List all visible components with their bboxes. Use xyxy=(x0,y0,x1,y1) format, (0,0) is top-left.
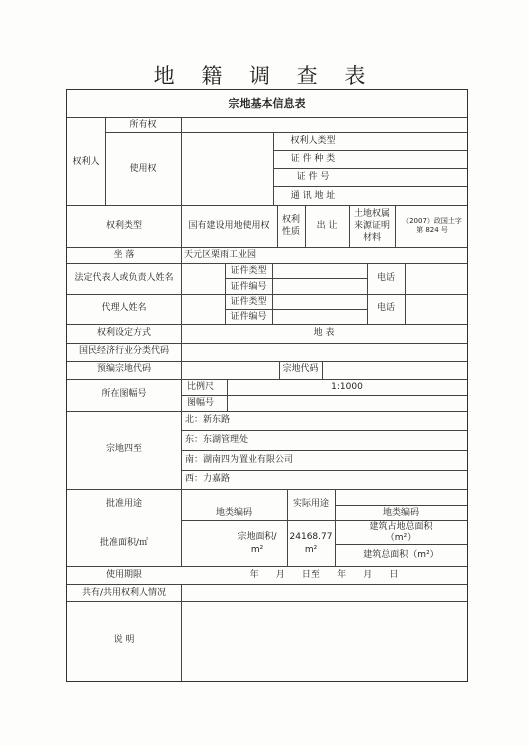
right-nature-value: 出 让 xyxy=(316,221,338,231)
parcel-area-value-unit: m² xyxy=(304,545,318,555)
divider xyxy=(322,361,323,379)
divider xyxy=(181,450,467,451)
divider xyxy=(105,132,467,133)
divider xyxy=(181,395,467,396)
owner-label: 权利人 xyxy=(72,157,100,167)
total-floor-area-label: 建筑总面积（m²） xyxy=(363,550,439,560)
divider xyxy=(273,186,467,187)
document-title: 地 籍 调 查 表 xyxy=(153,64,376,88)
divider xyxy=(181,584,182,681)
sheet-no-label: 图幅号 xyxy=(187,398,215,408)
divider xyxy=(67,294,467,295)
parcel-area-label: 宗地面积/ xyxy=(237,532,277,542)
divider xyxy=(67,343,467,344)
footprint-area-label: 建筑占地总面积 xyxy=(369,522,433,532)
term-label: 使用期限 xyxy=(105,570,142,580)
land-class-code-2: 地类编码 xyxy=(382,508,419,518)
divider xyxy=(67,566,467,567)
right-type-label: 权利类型 xyxy=(105,221,142,231)
divider xyxy=(181,117,182,566)
note-label: 说 明 xyxy=(113,635,135,645)
divider xyxy=(67,263,467,264)
agent-label: 代理人姓名 xyxy=(101,303,147,313)
land-source-value: （2007）政国土字第 824 号 xyxy=(402,217,462,234)
right-nature-label: 权利性质 xyxy=(281,215,300,237)
location-value: 天元区栗雨工业园 xyxy=(184,250,257,260)
boundary-label: 宗地四至 xyxy=(105,444,142,454)
approved-area-label: 批准面积/㎡ xyxy=(99,538,149,548)
location-label: 坐 落 xyxy=(113,250,135,260)
divider xyxy=(67,411,467,412)
agent-id-no-label: 证件编号 xyxy=(230,312,267,322)
land-class-code-1: 地类编码 xyxy=(215,508,252,518)
right-type-value: 国有建设用地使用权 xyxy=(188,221,270,231)
divider xyxy=(67,361,467,362)
scale-value: 1:1000 xyxy=(331,382,363,392)
right-setting-label: 权利设定方式 xyxy=(96,328,151,338)
divider xyxy=(349,205,350,247)
map-sheet-label: 所在图幅号 xyxy=(101,389,147,399)
boundary-north: 北：新东路 xyxy=(185,415,231,425)
divider xyxy=(225,278,367,279)
divider xyxy=(273,168,467,169)
divider xyxy=(67,601,467,602)
cadastral-table xyxy=(66,89,468,682)
pre-parcel-code-label: 预编宗地代码 xyxy=(96,364,151,374)
divider xyxy=(67,379,467,380)
divider xyxy=(67,584,467,585)
actual-use-label: 实际用途 xyxy=(292,499,329,509)
legal-rep-label: 法定代表人或负责人姓名 xyxy=(74,273,174,283)
land-source-label: 土地权属来源证明材料 xyxy=(353,209,390,243)
id-number-label: 证 件 号 xyxy=(296,172,330,182)
shared-owner-label: 共有/共用权利人情况 xyxy=(81,588,167,598)
divider xyxy=(273,150,467,151)
boundary-south: 南：湖南四为置业有限公司 xyxy=(185,455,294,465)
address-label: 通 讯 地 址 xyxy=(290,191,336,201)
divider xyxy=(181,430,467,431)
parcel-area-unit: m² xyxy=(250,545,264,555)
id-type-label: 证 件 种 类 xyxy=(290,154,336,164)
divider xyxy=(67,205,467,206)
use-right-label: 使用权 xyxy=(129,164,157,174)
agent-phone-label: 电话 xyxy=(376,303,395,313)
divider xyxy=(405,263,406,324)
term-value: 年 月 日至 年 月 日 xyxy=(249,570,399,580)
divider xyxy=(395,205,396,247)
legal-id-no-label: 证件编号 xyxy=(230,282,267,292)
industry-code-label: 国民经济行业分类代码 xyxy=(78,346,169,356)
divider xyxy=(277,205,278,247)
divider xyxy=(67,247,467,248)
scale-label: 比例尺 xyxy=(187,382,215,392)
ownership-label: 所有权 xyxy=(129,120,157,130)
divider xyxy=(335,505,467,506)
boundary-west: 西：力嘉路 xyxy=(185,474,231,484)
right-setting-value: 地 表 xyxy=(313,328,335,338)
divider xyxy=(67,489,467,490)
boundary-east: 东：东湖管理处 xyxy=(185,435,249,445)
divider xyxy=(67,324,467,325)
divider xyxy=(272,263,273,324)
table-title: 宗地基本信息表 xyxy=(228,97,306,110)
divider xyxy=(335,544,467,545)
agent-id-type-label: 证件类型 xyxy=(230,297,267,307)
parcel-code-label: 宗地代码 xyxy=(282,364,319,374)
divider xyxy=(181,470,467,471)
divider xyxy=(225,309,367,310)
approved-use-label: 批准用途 xyxy=(105,499,142,509)
footprint-area-unit: （m²） xyxy=(385,533,417,543)
divider xyxy=(67,117,467,118)
right-holder-type-label: 权利人类型 xyxy=(290,136,336,146)
legal-phone-label: 电话 xyxy=(376,273,395,283)
legal-id-type-label: 证件类型 xyxy=(230,266,267,276)
parcel-area-value: 24168.77 xyxy=(289,532,333,542)
divider xyxy=(181,520,467,521)
